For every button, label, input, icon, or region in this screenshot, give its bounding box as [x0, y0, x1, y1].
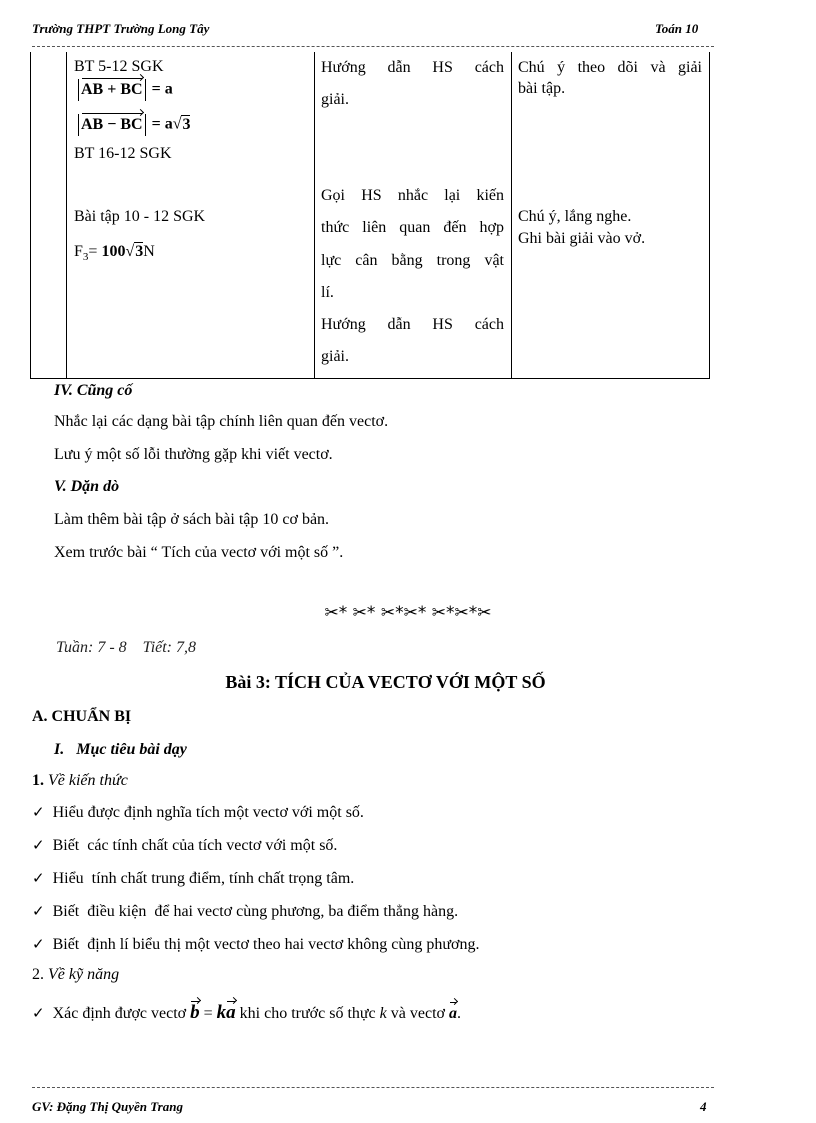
scissors-divider: ✂* ✂* ✂*✂* ✂*✂*✂ — [324, 603, 492, 623]
section-v-line-2: Xem trước bài “ Tích của vectơ với một số ”. — [54, 544, 344, 561]
heading-a: A. CHUẨN BỊ — [32, 708, 132, 725]
teacher-activity-2: Gọi HS nhắc lại kiến — [321, 187, 504, 204]
knowledge-item: ✓ Biết định lí biểu thị một vectơ theo hai vectơ không cùng phương. — [32, 935, 480, 953]
check-icon: ✓ — [32, 1004, 45, 1022]
student-activity-1b: bài tập. — [518, 80, 566, 97]
knowledge-list — [32, 802, 772, 967]
exercise-16: BT 16-12 SGK — [74, 145, 172, 162]
knowledge-item: ✓ Biết các tính chất của tích vectơ với một số. — [32, 836, 338, 854]
student-activity-2: Chú ý, lắng nghe. — [518, 208, 632, 225]
check-icon: ✓ — [32, 803, 45, 821]
section-iv-line-2: Lưu ý một số lỗi thường gặp khi viết vectơ. — [54, 446, 333, 463]
teacher-activity-2b: thức liên quan đến hợp — [321, 219, 504, 236]
skill-item: ✓ Xác định được vectơ b = ka khi cho trước số thực k và vectơ a. — [32, 1002, 461, 1023]
footer-teacher: GV: Đặng Thị Quyền Trang — [32, 1099, 183, 1114]
section-iv-line-1: Nhắc lại các dạng bài tập chính liên quan đến vectơ. — [54, 413, 389, 430]
knowledge-item: ✓ Biết điều kiện để hai vectơ cùng phương, ba điểm thẳng hàng. — [32, 902, 459, 920]
check-icon: ✓ — [32, 869, 45, 887]
teacher-activity-1b: giải. — [321, 91, 349, 108]
heading-objectives: I. Mục tiêu bài dạy — [54, 741, 187, 758]
header-divider — [32, 46, 714, 47]
student-activity-2b: Ghi bài giải vào vở. — [518, 230, 646, 247]
teacher-activity-3b: giải. — [321, 348, 349, 365]
week-period: Tuần: 7 - 8 Tiết: 7,8 — [56, 639, 197, 656]
teacher-activity-1: Hướng dẫn HS cách — [321, 59, 504, 76]
section-iv-title: IV. Cũng cố — [54, 382, 133, 399]
knowledge-item: ✓ Hiểu được định nghĩa tích một vectơ với một số. — [32, 803, 364, 821]
teacher-activity-3: Hướng dẫn HS cách — [321, 316, 504, 333]
exercise-10: Bài tập 10 - 12 SGK — [74, 208, 206, 225]
check-icon: ✓ — [32, 902, 45, 920]
equation-2: AB − BC = a√3 — [76, 114, 190, 136]
header-subject: Toán 10 — [655, 21, 699, 36]
equation-1: AB + BC = a — [76, 79, 173, 101]
heading-skills: 2. Về kỹ năng — [32, 966, 120, 983]
knowledge-item: ✓ Hiểu tính chất trung điểm, tính chất trọng tâm. — [32, 869, 355, 887]
teacher-activity-2c: lực cân bằng trong vật — [321, 252, 504, 269]
force-f3: $F_3= 100√3N$ — [74, 243, 155, 264]
heading-knowledge: 1. Về kiến thức — [32, 772, 128, 789]
check-icon: ✓ — [32, 836, 45, 854]
header-school: Trường THPT Trường Long Tây — [32, 21, 210, 36]
section-v-line-1: Làm thêm bài tập ở sách bài tập 10 cơ bản. — [54, 511, 330, 528]
check-icon: ✓ — [32, 935, 45, 953]
section-v-title: V. Dặn dò — [54, 478, 120, 495]
footer-divider — [32, 1087, 714, 1088]
page-number: 4 — [700, 1099, 707, 1114]
exercise-5: BT 5-12 SGK — [74, 58, 164, 75]
student-activity-1: Chú ý theo dõi và giải — [518, 59, 702, 76]
lesson-title: Bài 3: TÍCH CỦA VECTƠ VỚI MỘT SỐ — [225, 672, 546, 692]
teacher-activity-2d: lí. — [321, 284, 334, 301]
